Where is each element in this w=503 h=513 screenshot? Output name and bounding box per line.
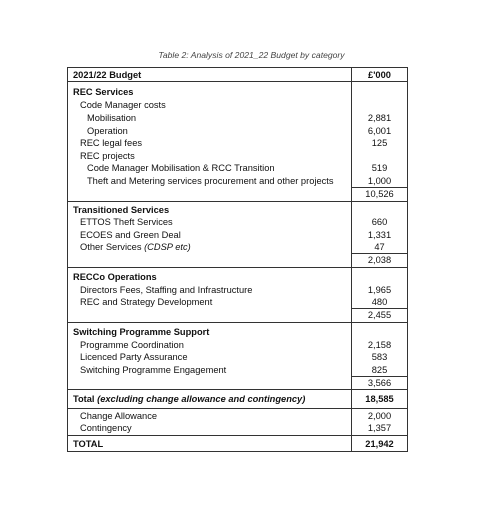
row-label-text: Other Services [80,242,142,252]
row-label-text: Total [73,394,95,404]
section-heading-label: Switching Programme Support [73,327,210,337]
row-label: Licenced Party Assurance [80,352,188,362]
row-value: 1,357 [367,423,392,433]
row-value: 825 [371,365,388,375]
section-heading-label: REC Services [73,87,134,97]
subtotal-row [68,254,407,266]
row-label: Theft and Metering services procurement and other projects [87,176,334,186]
row-label: Mobilisation [87,113,137,123]
header-label: 2021/22 Budget [73,70,142,80]
header-divider [68,81,407,82]
row-label: ECOES and Green Deal [80,230,181,240]
row-value: 480 [371,297,388,307]
row-label: Code Manager Mobilisation & RCC Transition [87,163,275,173]
subtotal-value: 10,526 [365,189,394,199]
header-row [68,69,407,81]
table-row [68,99,407,111]
subtotal-value: 2,038 [367,255,392,265]
subtotal-row [68,188,407,200]
subtotal-value: 2,455 [367,310,392,320]
row-value: 21,942 [365,439,394,449]
subtotal-value: 3,566 [367,378,392,388]
row-label: Change Allowance [80,411,158,421]
row-value: 1,000 [367,176,392,186]
row-value: 1,331 [367,230,392,240]
table-row [68,137,407,149]
table-row [68,339,407,351]
subtotal-row [68,309,407,321]
row-value: 583 [371,352,388,362]
section-heading-recco-operations [68,271,407,283]
section-divider [68,322,407,323]
row-label: ETTOS Theft Services [80,217,173,227]
table-row [68,112,407,124]
row-label: REC legal fees [80,138,143,148]
table-row [68,351,407,363]
row-value: 660 [371,217,388,227]
section-divider [68,435,407,436]
table-row [68,296,407,308]
table-row [68,364,407,376]
row-value: 1,965 [367,285,392,295]
row-value: 125 [371,138,388,148]
row-label-note: (excluding change allowance and contingency) [97,394,306,404]
section-divider [68,389,407,390]
table-row [68,125,407,137]
table-row [68,216,407,228]
grand-total-row [68,438,407,450]
table-row [68,229,407,241]
row-label: REC and Strategy Development [80,297,213,307]
total-excl-row [68,393,407,405]
section-heading-rec-services [68,86,407,98]
table-row [68,410,407,422]
table-row [68,175,407,187]
row-label [73,393,305,405]
row-label: TOTAL [73,439,104,449]
row-label: Code Manager costs [80,100,166,110]
subtotal-row [68,377,407,389]
table-row [68,162,407,174]
row-value: 2,881 [367,113,392,123]
table-row [68,241,407,253]
row-value: 6,001 [367,126,392,136]
section-heading-label: RECCo Operations [73,272,157,282]
section-divider [68,267,407,268]
row-label: Programme Coordination [80,340,184,350]
row-label-note: (CDSP etc) [144,242,191,252]
section-heading-switching-support [68,326,407,338]
row-label: Directors Fees, Staffing and Infrastructure [80,285,253,295]
row-label: REC projects [80,151,135,161]
row-value: 2,158 [367,340,392,350]
table-caption: Table 2: Analysis of 2021_22 Budget by category [158,50,345,60]
row-label: Switching Programme Engagement [80,365,227,375]
row-label: Operation [87,126,128,136]
row-value: 519 [371,163,388,173]
row-value: 47 [374,242,385,252]
section-heading-label: Transitioned Services [73,205,170,215]
row-value: 18,585 [365,394,394,404]
row-label: Contingency [80,423,132,433]
section-heading-transitioned-services [68,204,407,216]
budget-table [67,67,408,452]
table-row [68,422,407,434]
section-divider [68,408,407,409]
section-divider [68,201,407,202]
row-label [80,241,191,253]
row-value: 2,000 [367,411,392,421]
table-row [68,150,407,162]
table-row [68,284,407,296]
header-unit: £'000 [368,70,391,80]
